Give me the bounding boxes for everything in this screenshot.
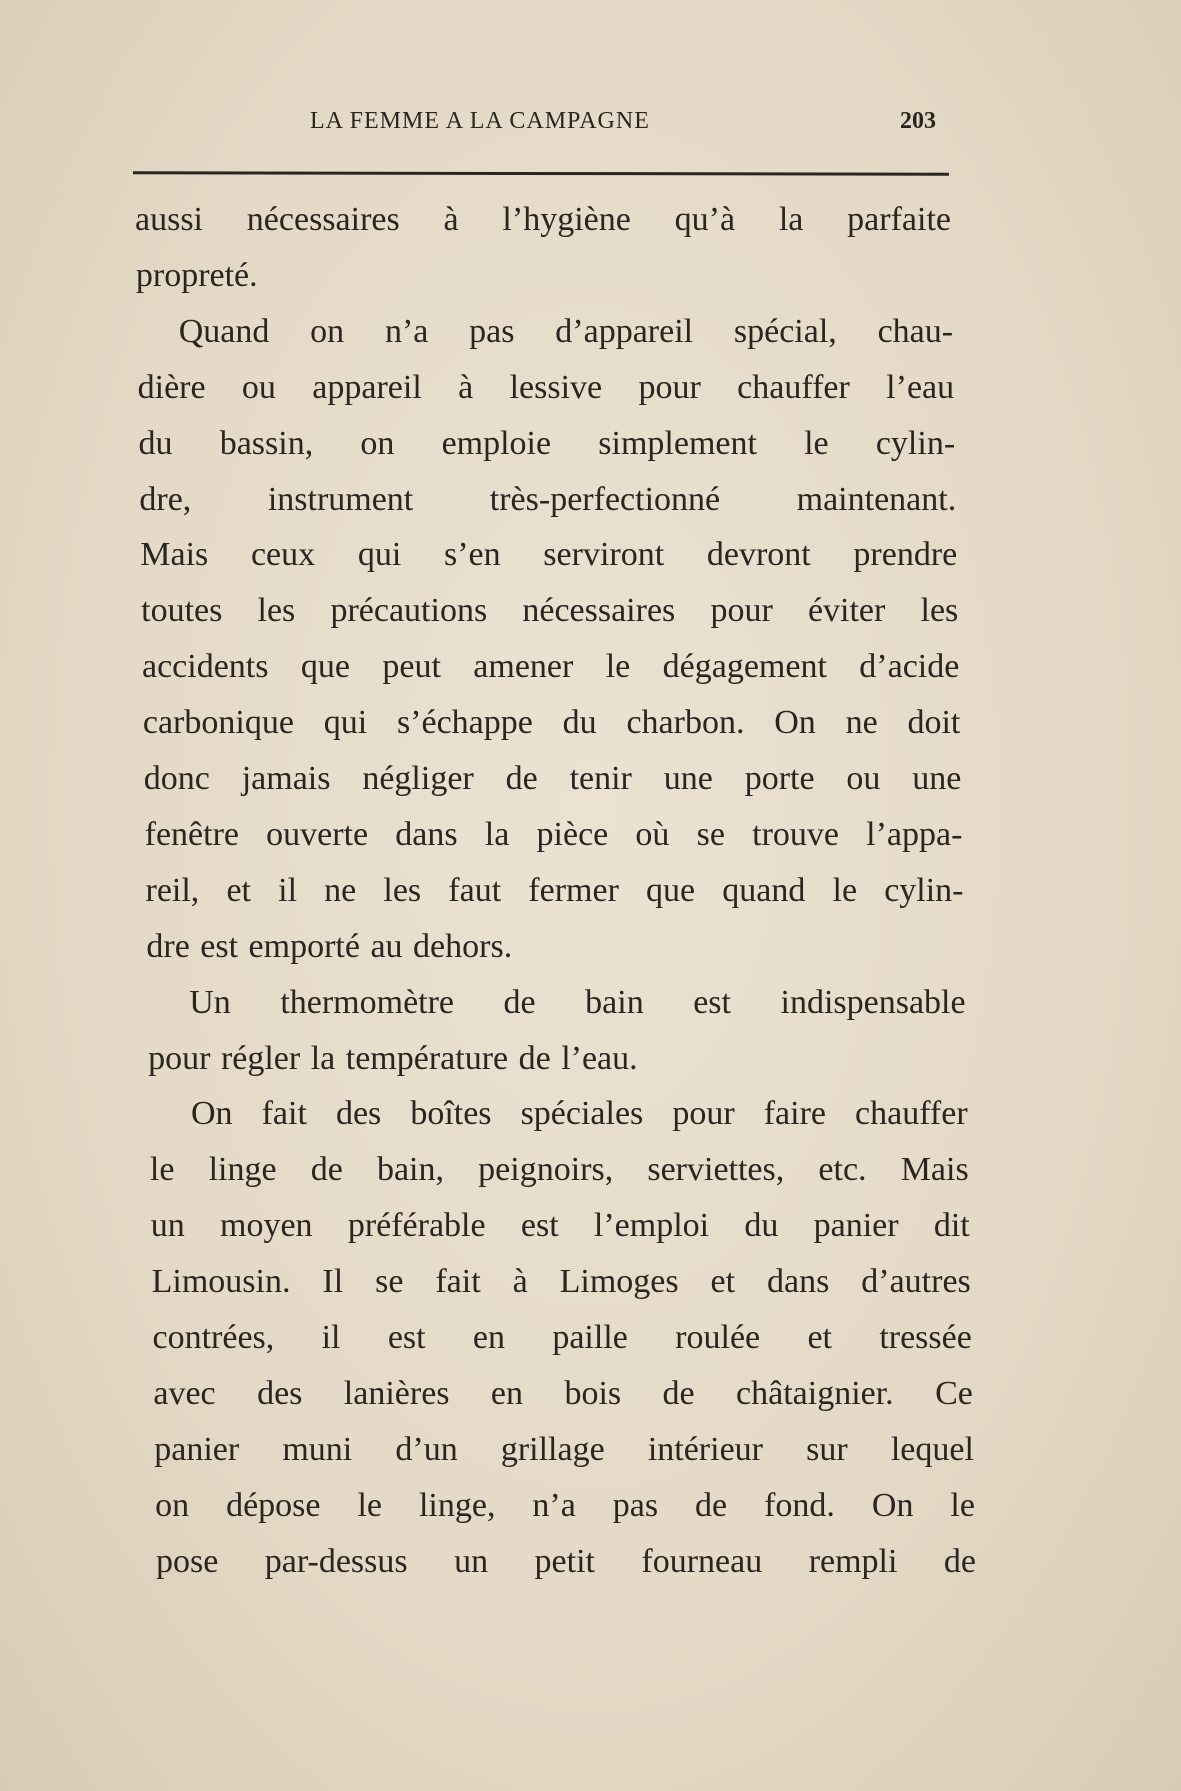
text-line: Un thermomètre de bain est indispensable xyxy=(189,983,966,1021)
text-line: donc jamais négliger de tenir une porte ou une xyxy=(143,760,962,797)
text-line: Quand on n’a pas d’appareil spécial, chau- xyxy=(178,312,954,350)
text-line: propreté. xyxy=(135,256,258,294)
text-line: On fait des boîtes spéciales pour faire chauffer xyxy=(191,1095,968,1133)
text-line: pose par-dessus un petit fourneau rempli de xyxy=(156,1542,976,1580)
text-line: panier muni d’un grillage intérieur sur lequel xyxy=(154,1430,974,1468)
text-line: carbonique qui s’échappe du charbon. On ne doit xyxy=(142,704,961,742)
text-line: un moyen préférable est l’emploi du panier dit xyxy=(150,1207,970,1245)
text-line: on dépose le linge, n’a pas de fond. On le xyxy=(155,1486,975,1524)
text-line: le linge de bain, peignoirs, serviettes, etc. Mais xyxy=(149,1151,969,1189)
page-number: 203 xyxy=(900,108,936,134)
text-line: toutes les précautions nécessaires pour éviter les xyxy=(141,592,959,630)
header-rule xyxy=(133,171,949,175)
text-line: accidents que peut amener le dégagement d’acide xyxy=(142,648,960,686)
text-line: du bassin, on emploie simplement le cylin- xyxy=(138,424,956,462)
text-line: fenêtre ouverte dans la pièce où se trouve l’appa- xyxy=(144,815,963,853)
text-line: reil, et il ne les faut fermer que quand le cylin- xyxy=(145,871,964,909)
text-line: avec des lanières en bois de châtaignier. Ce xyxy=(153,1374,973,1412)
text-line: aussi nécessaires à l’hygiène qu’à la parfaite xyxy=(135,201,951,238)
running-header: LA FEMME A LA CAMPAGNE xyxy=(310,108,650,134)
text-line: contrées, il est en paille roulée et tressée xyxy=(152,1319,972,1356)
text-line: pour régler la température de l’eau. xyxy=(148,1039,638,1077)
text-line: Mais ceux qui s’en serviront devront prendre xyxy=(140,536,958,574)
text-line: Limousin. Il se fait à Limoges et dans d’autres xyxy=(151,1263,971,1301)
text-line: dre, instrument très-perfectionné maintenant. xyxy=(139,480,957,518)
text-line: dre est emporté au dehors. xyxy=(146,927,513,965)
text-line: dière ou appareil à lessive pour chauffer l’eau xyxy=(137,368,955,406)
